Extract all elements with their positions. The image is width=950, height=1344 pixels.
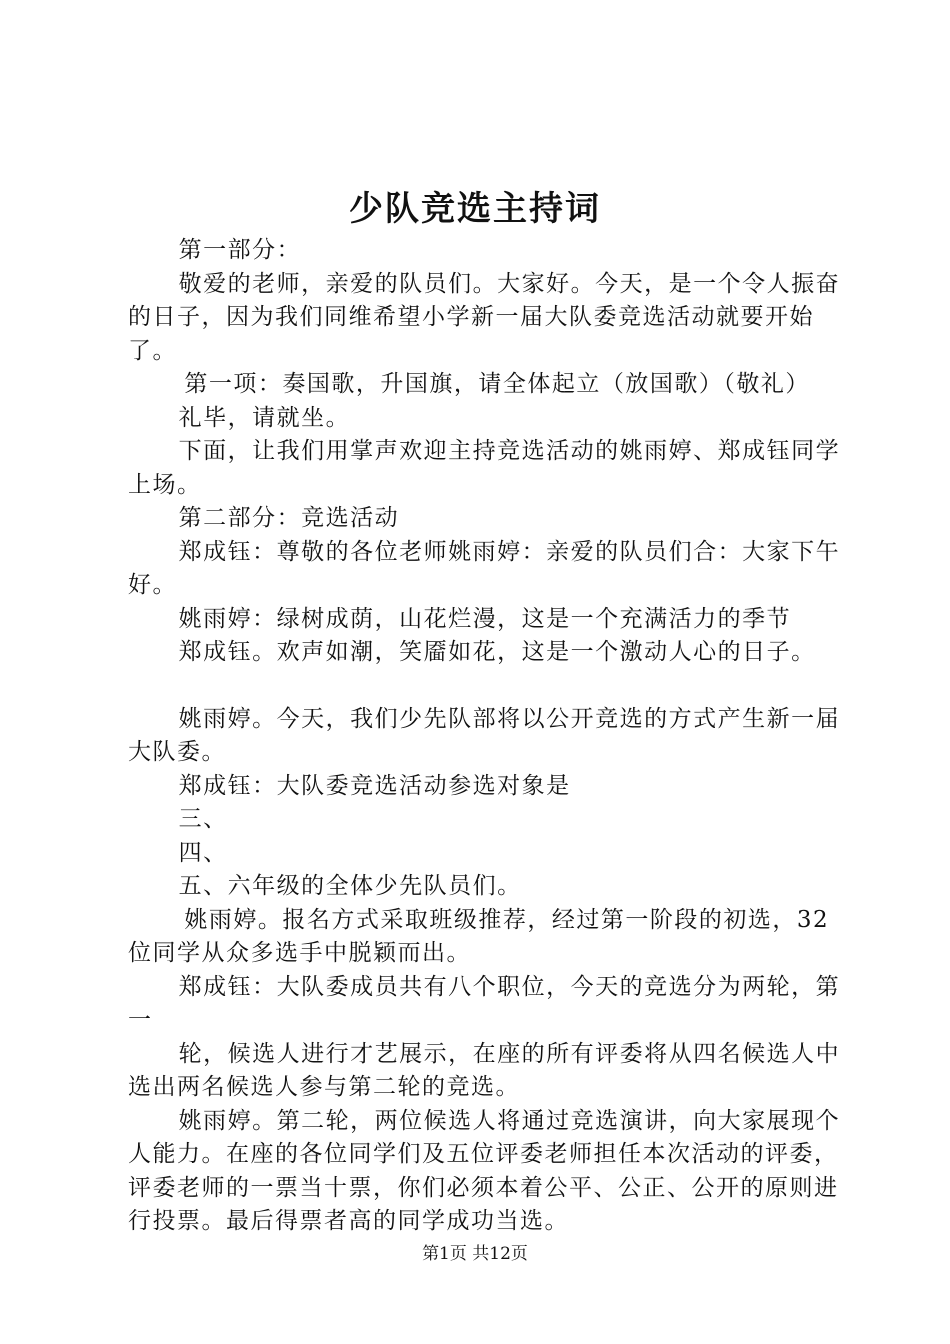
paragraph: 礼毕，请就坐。 (178, 404, 351, 431)
paragraph: 姚雨婷：绿树成荫，山花烂漫，这是一个充满活力的季节 (178, 605, 792, 632)
paragraph: 五、六年级的全体少先队员们。 (178, 873, 522, 899)
paragraph: 姚雨婷。报名方式采取班级推荐，经过第一阶段的初选，32位同学从众多选手中脱颖而出。 (128, 906, 830, 966)
paragraph: 姚雨婷。第二轮，两位候选人将通过竞选演讲，向大家展现个人能力。在座的各位同学们及五位评委老师担任本次活动的评委，评委老师的一票当十票，你们必须本着公平、公正、公开的原则进行投票。最后得票者高的同学成功当选。 (128, 1107, 841, 1234)
paragraph: 郑成钰：大队委成员共有八个职位，今天的竞选分为两轮，第一 (128, 973, 841, 1033)
document-body (128, 234, 848, 1239)
paragraph: 四、 (178, 839, 228, 866)
paragraph: 三、 (178, 806, 228, 832)
paragraph-gap (128, 670, 848, 703)
document-title: 少队竞选主持词 (349, 189, 601, 229)
page-footer: 第1页 共12页 (422, 1244, 528, 1264)
paragraph: 下面，让我们用掌声欢迎主持竞选活动的姚雨婷、郑成钰同学上场。 (128, 438, 841, 498)
paragraph: 轮，候选人进行才艺展示，在座的所有评委将从四名候选人中选出两名候选人参与第二轮的竞选。 (128, 1040, 841, 1100)
paragraph: 第一项：奏国歌，升国旗，请全体起立（放国歌）（敬礼） (184, 371, 810, 397)
paragraph: 姚雨婷。今天，我们少先队部将以公开竞选的方式产生新一届大队委。 (128, 705, 841, 765)
paragraph: 郑成钰。欢声如潮，笑靥如花，这是一个激动人心的日子。 (178, 639, 816, 665)
paragraph: 第一部分： (178, 237, 302, 263)
paragraph: 敬爱的老师，亲爱的队员们。大家好。今天，是一个令人振奋的日子，因为我们同维希望小学新一届大队委竞选活动就要开始了。 (128, 270, 841, 364)
paragraph: 郑成钰：尊敬的各位老师姚雨婷：亲爱的队员们合：大家下午好。 (128, 538, 841, 598)
paragraph: 郑成钰：大队委竞选活动参选对象是 (178, 772, 571, 799)
paragraph: 第二部分：竞选活动 (178, 505, 400, 531)
